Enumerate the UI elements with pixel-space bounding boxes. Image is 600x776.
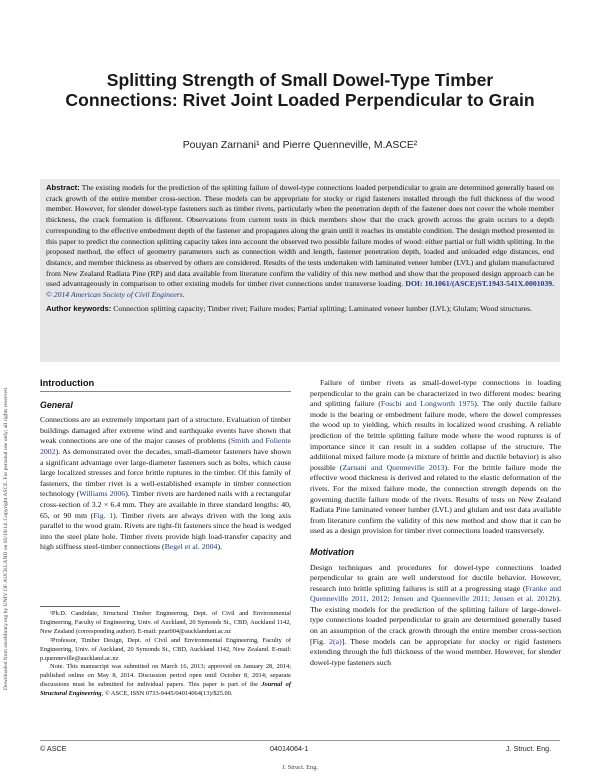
paper-title: Splitting Strength of Small Dowel-Type Timber Connections: Rivet Joint Loaded Perpendicular to Grain [65, 70, 535, 110]
general-heading: General [40, 399, 73, 410]
motivation-heading: Motivation [310, 546, 354, 557]
author-list: Pouyan Zarnani¹ and Pierre Quenneville, M.ASCE² [182, 140, 418, 151]
footnote-divider [40, 606, 120, 607]
footnote-1: ¹Ph.D. Candidate, Structural Timber Engineering, Dept. of Civil and Environmental Engineering, Faculty of Engineering, Univ. of Auckland, 20 Symonds St., CBD, Auckland 1142, New Zealand (corresponding author). E-mail: pzar004@aucklanduni.ac.nz [40, 610, 291, 635]
figure-link[interactable]: Fig. 1 [93, 510, 114, 520]
footer-page-id: 04014064-1 [270, 744, 309, 753]
footer-copyright: © ASCE [40, 744, 67, 753]
citation-link[interactable]: Franke and Quenneville 2011, 2012; Jensen and Quenneville 2011; Jensen et al. 2012b [310, 583, 561, 604]
copyright-notice: © 2014 American Society of Civil Engineers. [46, 290, 185, 300]
citation-link[interactable]: Smith and Foliente 2002 [40, 436, 292, 456]
keywords-text: Connection splitting capacity; Timber rivet; Failure modes; Partial splitting; Laminated veneer lumber (LVL); Glulam; Wood structures. [113, 303, 532, 313]
abstract-box [40, 179, 560, 362]
author-keywords [46, 304, 554, 315]
figure-link[interactable]: 2(a) [329, 636, 342, 646]
motivation-paragraph: Design techniques and procedures for dowel-type connections loaded perpendicular to grain are well understood for ductile behavior. However, research into brittle splitting failures is still at a progressing stage (Franke and Quenneville 2011, 2012; Jensen and Quenneville 2011; Jensen et al. 2012b). The existing models for the prediction of the splitting failure of large-dowel-type connections loaded perpendicular to grain are determined generally based on an assumption of the crack growth through the entire member cross-section [Fig. 2(a)]. These models can be appropriate for stocky or rigid fasteners extending through the full thickness of the wood member. However, for slender dowel-type fasteners such [310, 562, 561, 667]
footnote-2: ²Professor, Timber Design, Dept. of Civil and Environmental Engineering, Faculty of Engineering, Univ. of Auckland, 20 Symonds St., CBD, Auckland 1142, New Zealand. E-mail: p.quenneville@auckland.ac.nz [40, 636, 291, 662]
abstract [46, 183, 554, 301]
right-column [310, 378, 561, 668]
footer-journal: J. Struct. Eng. [506, 744, 552, 753]
manuscript-note: Note. This manuscript was submitted on March 16, 2013; approved on January 28, 2014; published online on May 8, 2014. Discussion period open until October 8, 2014; separate discussions must be submitted for individual papers. This paper is part of the Journal of Structural Engineering, © ASCE, ISSN 0733-9445/04014064(13)/$25.00. [40, 663, 291, 698]
abstract-text: The existing models for the prediction of the splitting failure of dowel-type connections loaded perpendicular to grain are determined generally based on crack growth of the entire member cross-section. These models can be appropriate for stocky or rigid fasteners installed through the full thickness of the wood member. However, for slender dowel-type fasteners such as timber rivets, particularly when the penetration depth of the fastener does not cover the whole member thickness, the crack formation is different. Observations from current tests in thick members show that the crack growth across the grain occurs to a depth corresponding to the effective embedment depth of the fastener and propagates along the grain until it reaches its unstable condition. The design method presented in this paper to predict the connection splitting capacity takes into account the observed two possible failure modes of wood: either partial or full width splitting. In the proposed method, the effect of geometry parameters such as connection width and length, fastener penetration depth, loaded and unloaded edge distances, end distance, and member thickness as observed by others are considered. Results of the tests undertaken with laminated veneer lumber (LVL) and glulam manufactured from New Zealand Radiata Pine (RP) and data available from literature confirm the validity of this new method and show that the proposed design approach can be used advantageously in comparison to other existing models for timber rivet connections under transverse loading. [46, 183, 554, 289]
introduction-heading: Introduction [40, 378, 95, 388]
download-watermark: Downloaded from ascelibrary.org by UNIV OF AUCKLAND on 05/19/14. Copyright ASCE. For personal use only; all rights reserved. [3, 386, 9, 690]
keywords-label: Author keywords: [46, 303, 112, 313]
footer-divider [40, 740, 560, 741]
citation-link[interactable]: Foschi and Longworth 1975 [380, 399, 475, 409]
failure-modes-paragraph: Failure of timber rivets as small-dowel-type connections in loading perpendicular to the grain can be characterized in two different modes: bearing and splitting failure (Foschi and Longworth 1975). The only ductile failure mode is the bearing or embedment failure mode, where the dowel compresses the wood up to yielding, which results in localized wood crushing. A reliable prediction of the brittle splitting failure mode where the wood ruptures is of importance since it can result in a sudden collapse of the structure. The additional mixed failure mode (a mixture of brittle and ductile behavior) is also possible (Zarnani and Quenneville 2013). For the brittle failure mode the effective wood thickness is derived and related to the elastic deformation of the rivets. For the mixed failure mode, the connection strength depends on the governing ductile failure mode of the rivets. Results of tests on New Zealand Radiata Pine laminated veneer lumber (LVL) and glulam and test data available from literature confirm the validity of this new method and show that it can be used as a design provision for timber rivet connections loaded transversely. [310, 378, 561, 536]
doi-link[interactable]: DOI: 10.1061/(ASCE)ST.1943-541X.0001039. [405, 279, 554, 289]
bottom-journal-label: J. Struct. Eng. [281, 764, 319, 771]
section-divider [40, 391, 291, 392]
intro-paragraph: Connections are an extremely important part of a structure. Evaluation of timber buildings damaged after extreme wind and earthquake events have shown that weak connections are one of the major causes of problems (Smith and Foliente 2002). As demonstrated over the decades, small-diameter fasteners have shown a significant advantage over large-diameter fasteners such as bolts, which cause large localized stresses and force brittle ruptures in the timber. Of this family of fasteners, the timber rivet is a well-established example in timber connection technology (Williams 2006). Timber rivets are hardened nails with a rectangular cross-section of 3.2 × 6.4 mm. They are available in three standard lengths: 40, 65, or 90 mm (Fig. 1). Timber rivets are always driven with the long axis parallel to the wood grain. Rivets are tight-fit fasteners since the head is wedged into the steel plate hole. Timber rivets provide high load-transfer capacity and high stiffness steel-timber connections (Begel et al. 2004). [40, 415, 292, 552]
citation-link[interactable]: Zarnani and Quenneville 2013 [342, 462, 445, 472]
citation-link[interactable]: Begel et al. 2004 [164, 542, 218, 552]
footnotes [40, 610, 291, 699]
citation-link[interactable]: Williams 2006 [79, 489, 126, 499]
abstract-label: Abstract: [46, 183, 80, 192]
left-column [40, 378, 291, 553]
